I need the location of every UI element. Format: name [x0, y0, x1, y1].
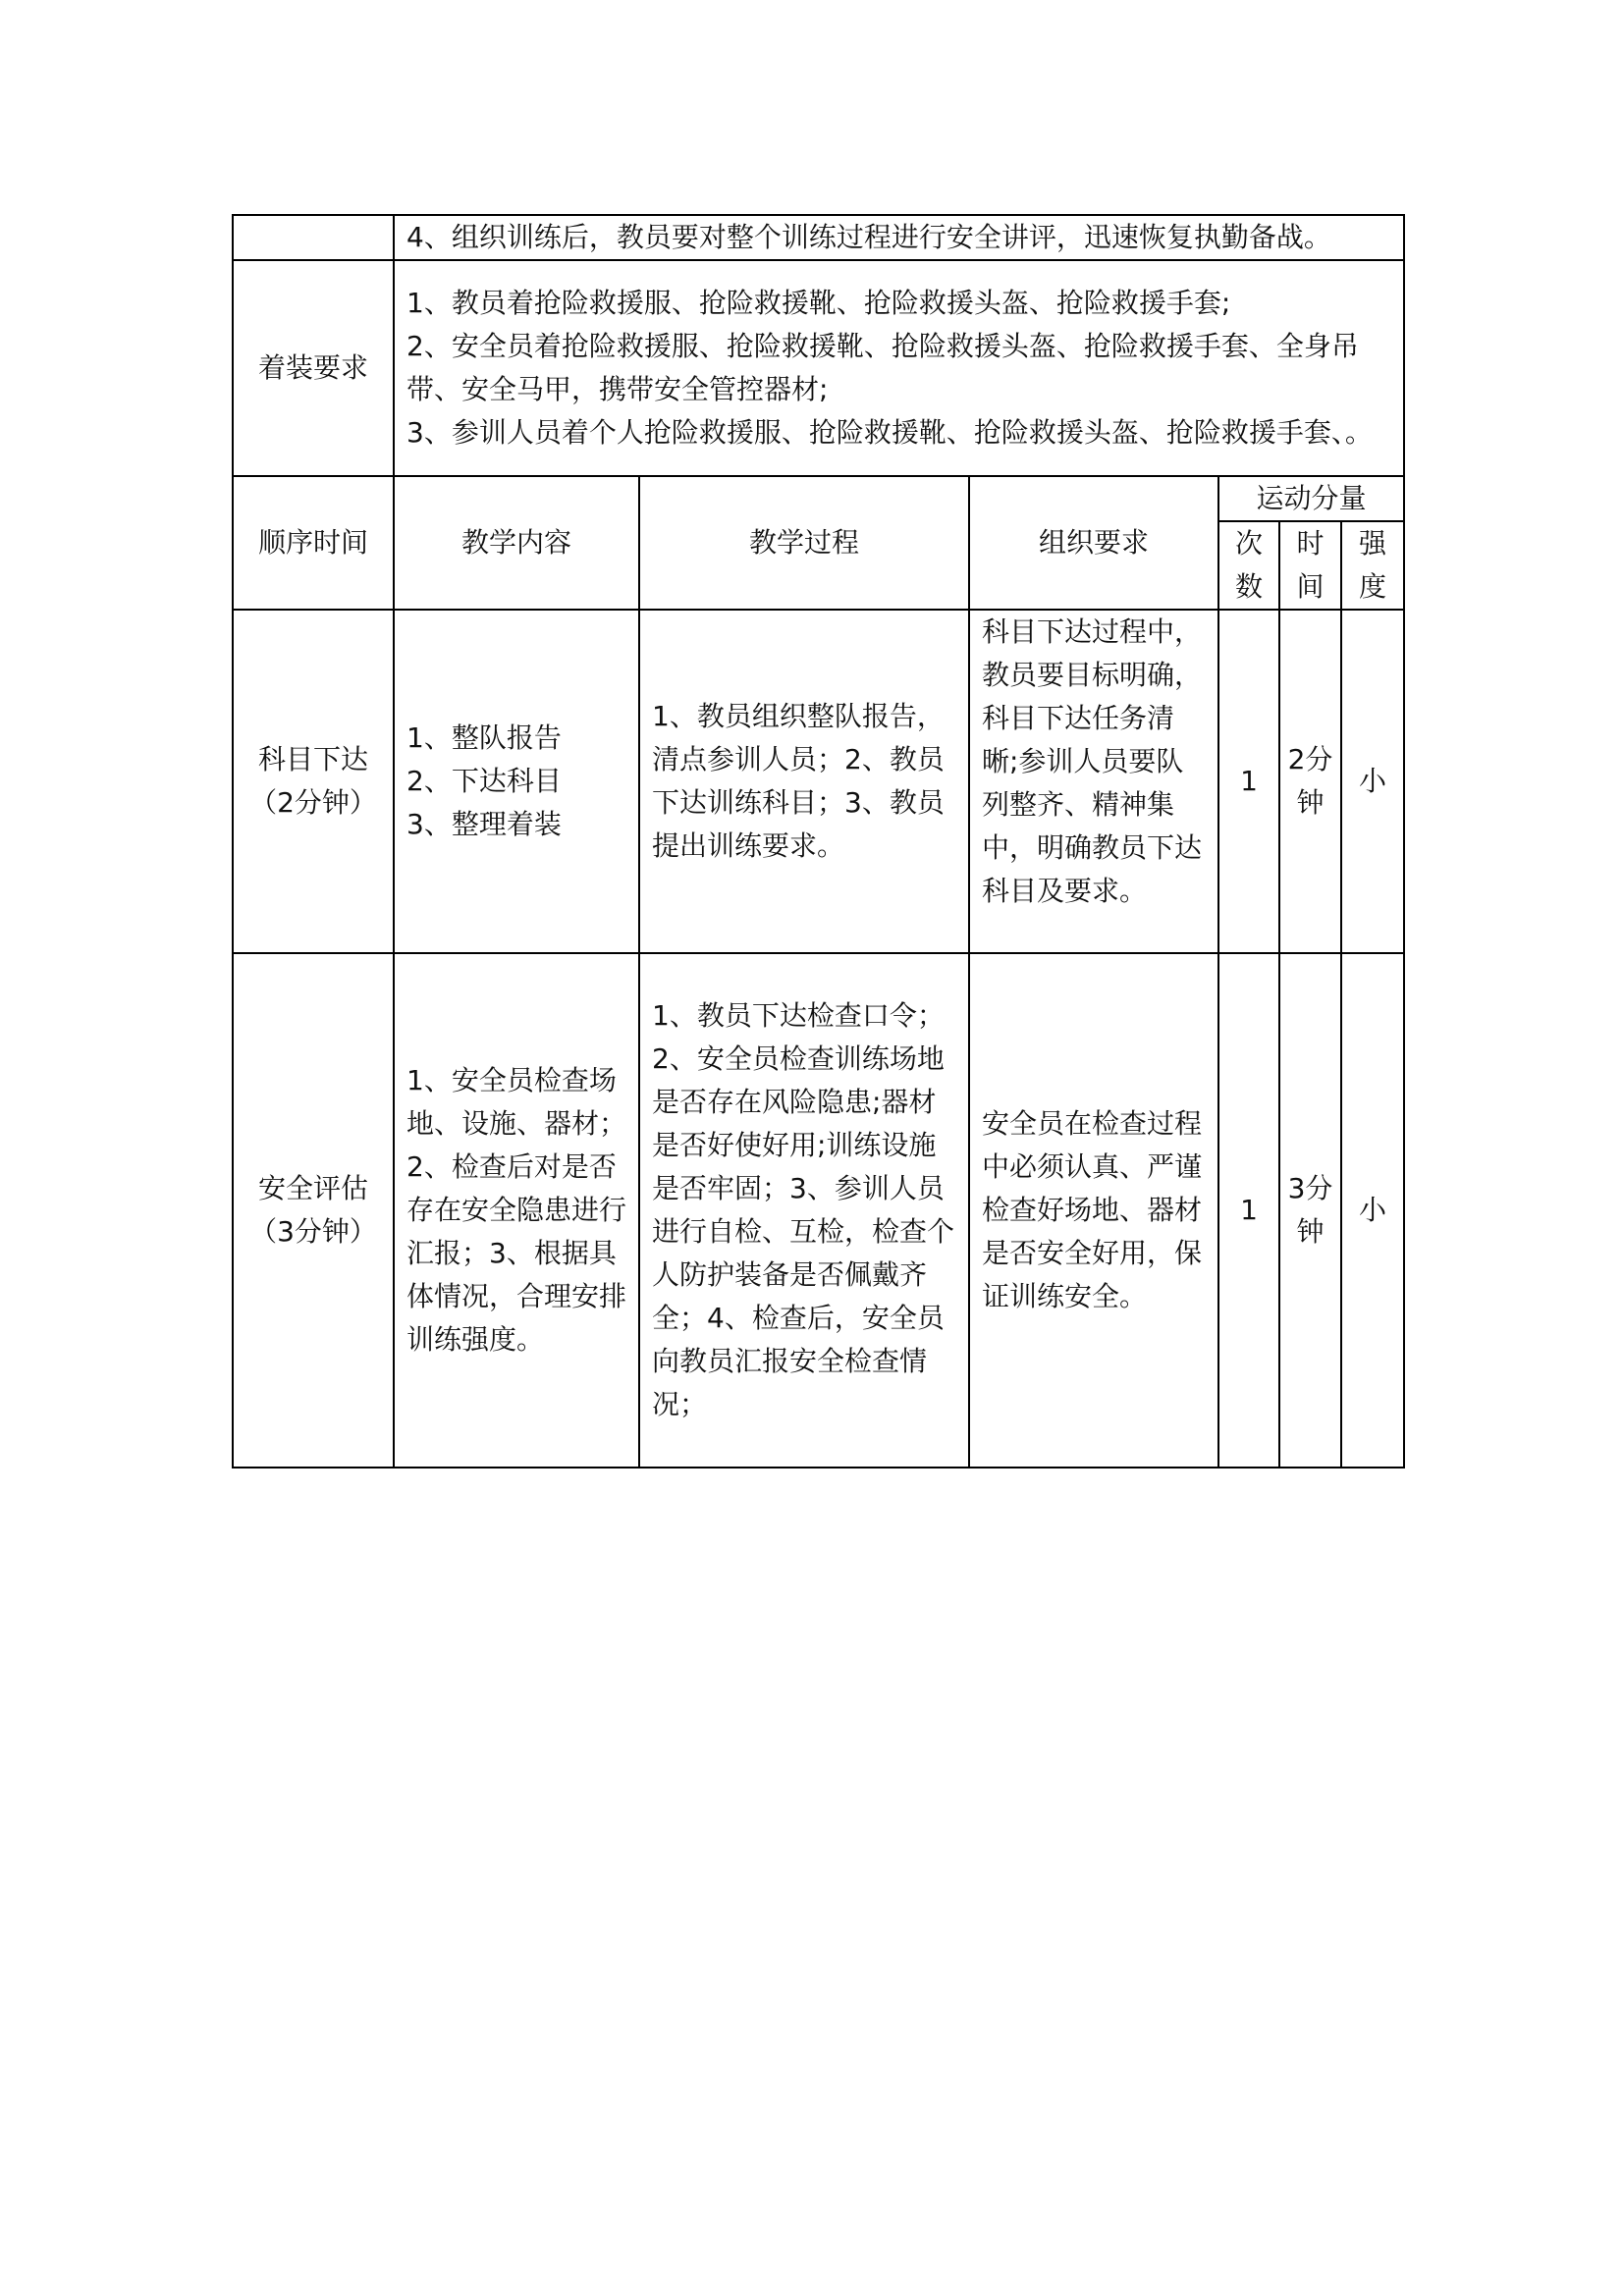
- process-cell: 1、教员组织整队报告，清点参训人员；2、教员下达训练科目；3、教员提出训练要求。: [639, 610, 969, 953]
- header-intensity: 强度: [1341, 521, 1404, 610]
- header-row: [233, 476, 1404, 521]
- dress-requirements: [394, 260, 1404, 476]
- order-time-cell: 安全评估（3分钟）: [233, 953, 394, 1468]
- header-load: 运动分量: [1218, 476, 1404, 521]
- content-line: 1、整队报告: [406, 721, 562, 754]
- header-requirements: 组织要求: [969, 476, 1218, 610]
- table-row: [233, 260, 1404, 476]
- table-row: [233, 215, 1404, 260]
- process-cell: 1、教员下达检查口令；2、安全员检查训练场地是否存在风险隐患;器材是否好使好用;训练设施是否牢固；3、参训人员进行自检、互检，检查个人防护装备是否佩戴齐全；4、检查后，安全员向教员汇报安全检查情况；: [639, 953, 969, 1468]
- dress-line: 1、教员着抢险救援服、抢险救援靴、抢险救援头盔、抢险救援手套;: [406, 287, 1231, 319]
- content-cell: 1、安全员检查场地、设施、器材；2、检查后对是否存在安全隐患进行汇报；3、根据具体情况，合理安排训练强度。: [394, 953, 639, 1468]
- times-cell: 1: [1218, 953, 1279, 1468]
- header-duration: 时间: [1279, 521, 1341, 610]
- requirements-cell: 科目下达过程中，教员要目标明确，科目下达任务清晰;参训人员要队列整齐、精神集中，明确教员下达科目及要求。: [969, 610, 1218, 953]
- duration-cell: 2分钟: [1279, 610, 1341, 953]
- dress-line: 2、安全员着抢险救援服、抢险救援靴、抢险救援头盔、抢险救援手套、全身吊带、安全马甲，携带安全管控器材;: [406, 330, 1359, 405]
- header-order-time: 顺序时间: [233, 476, 394, 610]
- content-line: 3、整理着装: [406, 808, 562, 840]
- requirements-cell: 安全员在检查过程中必须认真、严谨检查好场地、器材是否安全好用，保证训练安全。: [969, 953, 1218, 1468]
- times-cell: 1: [1218, 610, 1279, 953]
- header-process: 教学过程: [639, 476, 969, 610]
- dress-line: 3、参训人员着个人抢险救援服、抢险救援靴、抢险救援头盔、抢险救援手套、。: [406, 416, 1373, 449]
- dress-label: 着装要求: [233, 260, 394, 476]
- content-line: 2、下达科目: [406, 765, 562, 797]
- intensity-cell: 小: [1341, 610, 1404, 953]
- continuation-text: 4、组织训练后，教员要对整个训练过程进行安全讲评，迅速恢复执勤备战。: [394, 215, 1404, 260]
- order-time-cell: 科目下达（2分钟）: [233, 610, 394, 953]
- duration-cell: 3分钟: [1279, 953, 1341, 1468]
- intensity-cell: 小: [1341, 953, 1404, 1468]
- training-plan-table: [232, 214, 1405, 1468]
- table-row: [233, 953, 1404, 1468]
- content-cell: [394, 610, 639, 953]
- table-row: [233, 610, 1404, 953]
- header-content: 教学内容: [394, 476, 639, 610]
- row-label-empty: [233, 215, 394, 260]
- header-times: 次数: [1218, 521, 1279, 610]
